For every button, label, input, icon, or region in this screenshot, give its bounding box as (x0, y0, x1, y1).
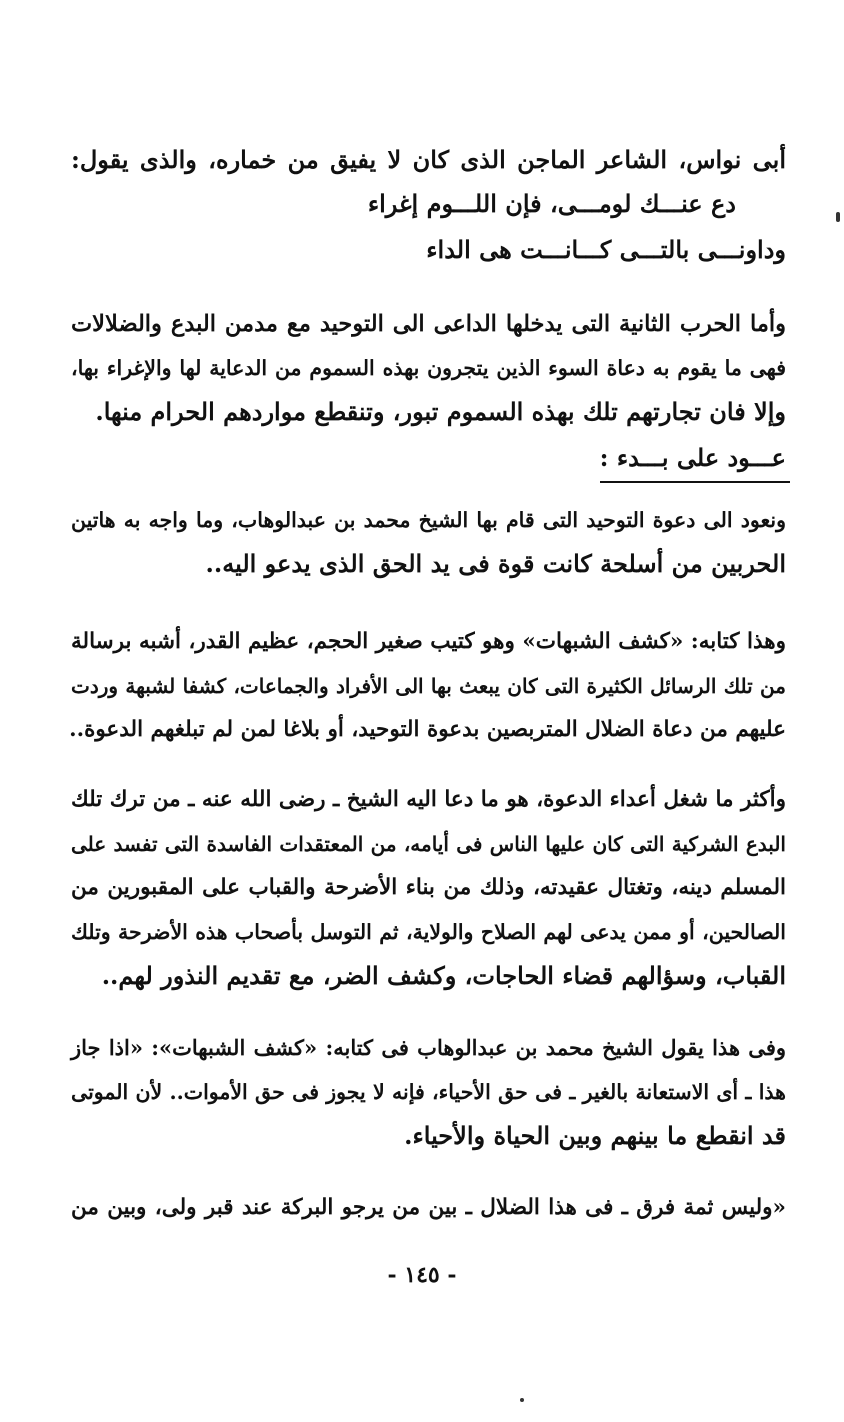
intro-line: أبى نواس، الشاعر الماجن الذى كان لا يفيق من خماره، والذى يقول: (71, 145, 787, 174)
section-heading: عـــود على بـــدء : (599, 443, 786, 472)
paragraph-line: البدع الشركية التى كان عليها الناس فى أيامه، من المعتقدات الفاسدة التى تفسد على (71, 832, 786, 856)
scan-speck (836, 212, 840, 222)
paragraph-line: الصالحين، أو ممن يدعى لهم الصلاح والولاية، ثم التوسل بأصحاب هذه الأضرحة وتلك (71, 920, 786, 944)
paragraph-line: وإلا فان تجارتهم تلك بهذه السموم تبور، وتنقطع مواردهم الحرام منها. (95, 397, 786, 426)
heading-underline (600, 481, 790, 483)
paragraph-line: وفى هذا يقول الشيخ محمد بن عبدالوهاب فى كتابه: «كشف الشبهات»: «اذا جاز (71, 1035, 786, 1060)
paragraph-line: من تلك الرسائل الكثيرة التى كان يبعث بها الى الأفراد والجماعات، كشفا لشبهة وردت (71, 674, 786, 698)
paragraph-line: وهذا كتابه: «كشف الشبهات» وهو كتيب صغير الحجم، عظيم القدر، أشبه برسالة (71, 629, 786, 654)
poem-verse-2: وداونـــى بالتـــى كـــانـــت هى الداء (426, 235, 786, 264)
paragraph-line: قد انقطع ما بينهم وبين الحياة والأحياء. (404, 1121, 786, 1150)
paragraph-line: فهى ما يقوم به دعاة السوء الذين يتجرون بهذه السموم من الدعاية لها والإغراء بها، (71, 356, 786, 380)
paragraph-line: «وليس ثمة فرق ـ فى هذا الضلال ـ بين من يرجو البركة عند قبر ولى، وبين من (71, 1195, 786, 1220)
paragraph-line: وأما الحرب الثانية التى يدخلها الداعى الى التوحيد مع مدمن البدع والضلالات (71, 311, 786, 337)
paragraph-line: ونعود الى دعوة التوحيد التى قام بها الشيخ محمد بن عبدالوهاب، وما واجه به هاتين (71, 508, 786, 532)
page-number: - ١٤٥ - (387, 1262, 457, 1288)
scan-speck (520, 1398, 524, 1402)
paragraph-line: المسلم دينه، وتغتال عقيدته، وذلك من بناء الأضرحة والقباب على المقبورين من (71, 875, 786, 900)
poem-verse-1: دع عنـــك لومـــى، فإن اللـــوم إغراء (367, 189, 736, 218)
paragraph-line: عليهم من دعاة الضلال المتربصين بدعوة التوحيد، أو بلاغا لمن لم تبلغهم الدعوة.. (69, 717, 786, 742)
paragraph-line: وأكثر ما شغل أعداء الدعوة، هو ما دعا اليه الشيخ ـ رضى الله عنه ـ من ترك تلك (71, 787, 786, 812)
paragraph-line: القباب، وسؤالهم قضاء الحاجات، وكشف الضر، مع تقديم النذور لهم.. (101, 961, 786, 990)
paragraph-line: هذا ـ أى الاستعانة بالغير ـ فى حق الأحياء، فإنه لا يجوز فى حق الأموات.. لأن الموتى (71, 1080, 786, 1104)
paragraph-line: الحربين من أسلحة كانت قوة فى يد الحق الذى يدعو اليه.. (205, 549, 786, 578)
